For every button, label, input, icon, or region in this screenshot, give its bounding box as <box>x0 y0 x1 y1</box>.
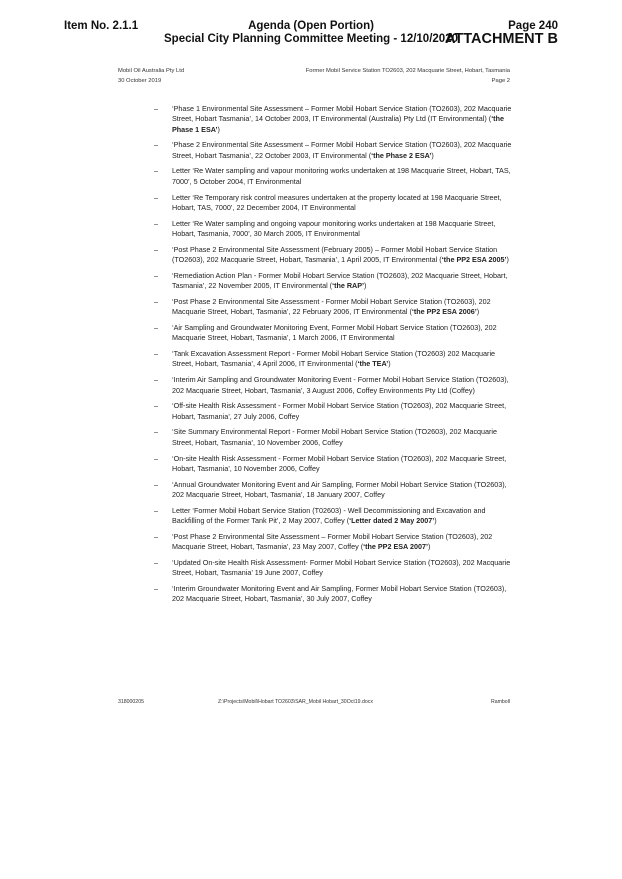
list-dash: – <box>154 531 158 541</box>
list-dash: – <box>154 557 158 567</box>
list-dash: – <box>154 401 158 411</box>
doc-page-number: Page 2 <box>491 78 510 84</box>
footer-reference: 318000205 <box>118 699 144 705</box>
list-dash: – <box>154 375 158 385</box>
list-item-shortname: ‘Letter dated 2 May 2007’ <box>349 516 435 525</box>
list-item-text: Letter ‘Re Temporary risk control measures undertaken at the property located at 198 Macquarie Street, Hobart, TAS, 7000’, 22 December 2004, IT Environmental <box>172 192 502 212</box>
list-item-text: ‘Annual Groundwater Monitoring Event and Air Sampling, Former Mobil Hobart Service Station (TO2603), 202 Macquarie Street, Hobart, Tasmania’, 18 January 2007, Coffey <box>172 479 507 499</box>
list-item <box>154 532 514 553</box>
list-item <box>154 271 514 292</box>
site-name: Former Mobil Service Station TO2603, 202 Macquarie Street, Hobart, Tasmania <box>305 68 510 74</box>
doc-header-right <box>306 66 510 86</box>
list-item-text: ‘Updated On-site Health Risk Assessment- Former Mobil Hobart Service Station (TO2603), 202 Macquarie Street, Hobart, Tasmania’ 19 June 2007, Coffey <box>172 557 511 578</box>
list-dash: – <box>154 427 158 437</box>
list-item-tail: ) <box>434 516 437 525</box>
list-item-shortname: ‘the RAP’ <box>332 281 365 291</box>
list-item-text: ‘Interim Groundwater Monitoring Event and Air Sampling, Former Mobil Hobart Service Station (TO2603), 202 Macquarie Street, Hobart, Tasmania’, 30 July 2007, Coffey <box>172 583 507 604</box>
list-item-text: ‘Remediation Action Plan - Former Mobil Hobart Service Station (TO2603), 202 Macquarie Street, Hobart, Tasmania’, 22 November 2005, IT Environmental ( <box>172 270 508 291</box>
list-item-text: ‘Off-site Health Risk Assessment - Former Mobil Hobart Service Station (TO2603), 202 Macquarie Street, Hobart, Tasmania’, 27 July 2006, Coffey <box>172 401 507 421</box>
list-item-tail: ) <box>506 255 509 265</box>
list-item <box>154 480 514 501</box>
list-item-shortname: ‘the TEA’ <box>357 359 389 369</box>
list-item-tail: ) <box>476 307 480 317</box>
agenda-line-2: Special City Planning Committee Meeting - 12/10/2020 <box>164 33 458 45</box>
list-item <box>154 219 514 240</box>
footer-file-path: Z:\Projects\Mobil\Hobart TO2603\SAR_Mobil Hobart_30Oct19.docx <box>218 699 373 705</box>
list-item-shortname: ‘the Phase 2 ESA’ <box>371 150 432 160</box>
list-item-text: ‘Interim Air Sampling and Groundwater Monitoring Event - Former Mobil Hobart Service Station (TO2603), 202 Macquarie Street, Hobart, Tasmania’, 3 August 2006, Coffey Environments Pty Ltd (Coffey) <box>172 375 509 395</box>
list-dash: – <box>154 453 158 463</box>
page-number: Page 240 <box>508 20 558 32</box>
list-item-text: Letter ‘Former Mobil Hobart Service Station (T02603) - Well Decommissioning and Excavation and Backfilling of the Former Tank Pit’, 2 May 2007, Coffey ( <box>172 505 486 525</box>
list-item-shortname: ‘the PP2 ESA 2007’ <box>363 542 428 552</box>
list-dash: – <box>154 583 158 593</box>
list-item-tail: ) <box>364 281 367 291</box>
list-item <box>154 454 514 475</box>
list-dash: – <box>154 218 158 228</box>
list-dash: – <box>154 244 158 254</box>
agenda-header <box>0 10 622 50</box>
list-item <box>154 558 514 579</box>
agenda-line-1: Agenda (Open Portion) <box>248 20 374 32</box>
list-dash: – <box>154 104 158 113</box>
list-item-text: ‘On-site Health Risk Assessment - Former Mobil Hobart Service Station (TO2603), 202 Macquarie Street, Hobart, Tasmania’, 10 November 2006, Coffey <box>172 453 507 473</box>
list-item-shortname: ‘the PP2 ESA 2006’ <box>411 307 477 317</box>
reference-list <box>154 104 514 610</box>
list-item <box>154 323 514 344</box>
list-item-text: ‘Post Phase 2 Environmental Site Assessment – Former Mobil Hobart Service Station (TO2603), 202 Macquarie Street, Hobart, Tasmania’, 23 May 2007, Coffey ( <box>172 531 493 552</box>
list-item-text: ‘Phase 2 Environmental Site Assessment – Former Mobil Hobart Service Station (TO2603), 202 Macquarie Street, Hobart Tasmania’, 22 October 2003, IT Environmental ( <box>172 140 512 160</box>
list-item <box>154 401 514 422</box>
list-item-text: ‘Phase 1 Environmental Site Assessment – Former Mobil Hobart Service Station (TO2603), 202 Macquarie Street, Hobart Tasmania’, 14 October 2003, IT Environmental (Australia) Pty Ltd (IT Environmental) ( <box>172 104 512 124</box>
list-item <box>154 104 514 135</box>
list-item-text: Letter ‘Re Water sampling and ongoing vapour monitoring works undertaken at 198 Macquarie Street, Hobart, Tasmania, 7000’, 30 March 2005, IT Environmental <box>172 218 496 238</box>
list-item-tail: ) <box>431 150 434 160</box>
list-item-tail: ) <box>388 359 391 369</box>
list-item-tail: ) <box>217 124 220 134</box>
list-dash: – <box>154 166 158 176</box>
list-item <box>154 584 514 605</box>
list-item-text: Letter ‘Re Water sampling and vapour monitoring works undertaken at 198 Macquarie Street, Hobart, TAS, 7000’, 5 October 2004, IT Environmental <box>172 166 511 186</box>
item-number: Item No. 2.1.1 <box>64 20 139 32</box>
list-item-shortname: ‘the PP2 ESA 2005’ <box>441 255 507 265</box>
list-item <box>154 506 514 527</box>
list-item-shortname: ‘the Phase 1 ESA’ <box>172 114 504 134</box>
list-item-text: ‘Air Sampling and Groundwater Monitoring Event, Former Mobil Hobart Service Station (TO2603), 202 Macquarie Street, Hobart, Tasmania’, 1 March 2006, IT Environmental <box>172 323 497 343</box>
document-date: 30 October 2019 <box>118 78 162 84</box>
list-dash: – <box>154 296 158 306</box>
list-dash: – <box>154 479 158 489</box>
list-item <box>154 193 514 214</box>
list-item <box>154 375 514 396</box>
list-item-text: ‘Tank Excavation Assessment Report - Former Mobil Hobart Service Station (TO2603) 202 Macquarie Street, Hobart, Tasmania’, 4 April 2006, IT Environmental ( <box>172 349 496 369</box>
doc-header-left <box>118 66 184 86</box>
list-dash: – <box>154 192 158 202</box>
footer-brand: Ramboll <box>490 699 510 705</box>
list-item <box>154 140 514 161</box>
list-dash: – <box>154 505 158 515</box>
company-name: Mobil Oil Australia Pty Ltd <box>118 68 185 74</box>
list-item <box>154 297 514 318</box>
list-dash: – <box>154 140 158 150</box>
list-item <box>154 349 514 370</box>
list-item-tail: ) <box>427 542 431 552</box>
attachment-label: ATTACHMENT B <box>444 31 558 47</box>
list-item-text: ‘Site Summary Environmental Report - Former Mobil Hobart Service Station (TO2603), 202 Macquarie Street, Hobart, Tasmania’, 10 November 2006, Coffey <box>172 427 498 447</box>
list-dash: – <box>154 270 158 280</box>
list-item <box>154 245 514 266</box>
list-item <box>154 166 514 187</box>
list-dash: – <box>154 323 158 333</box>
list-item <box>154 427 514 448</box>
list-dash: – <box>154 349 158 359</box>
list-item-text: ‘Post Phase 2 Environmental Site Assessment (February 2005) – Former Mobil Hobart Service Station (TO2603), 202 Macquarie Street, Hobart, Tasmania’, 1 April 2005, IT Environmental ( <box>172 244 498 265</box>
list-item-text: ‘Post Phase 2 Environmental Site Assessment - Former Mobil Hobart Service Station (TO2603), 202 Macquarie Street, Hobart, Tasmania’, 22 February 2006, IT Environmental ( <box>172 296 491 317</box>
